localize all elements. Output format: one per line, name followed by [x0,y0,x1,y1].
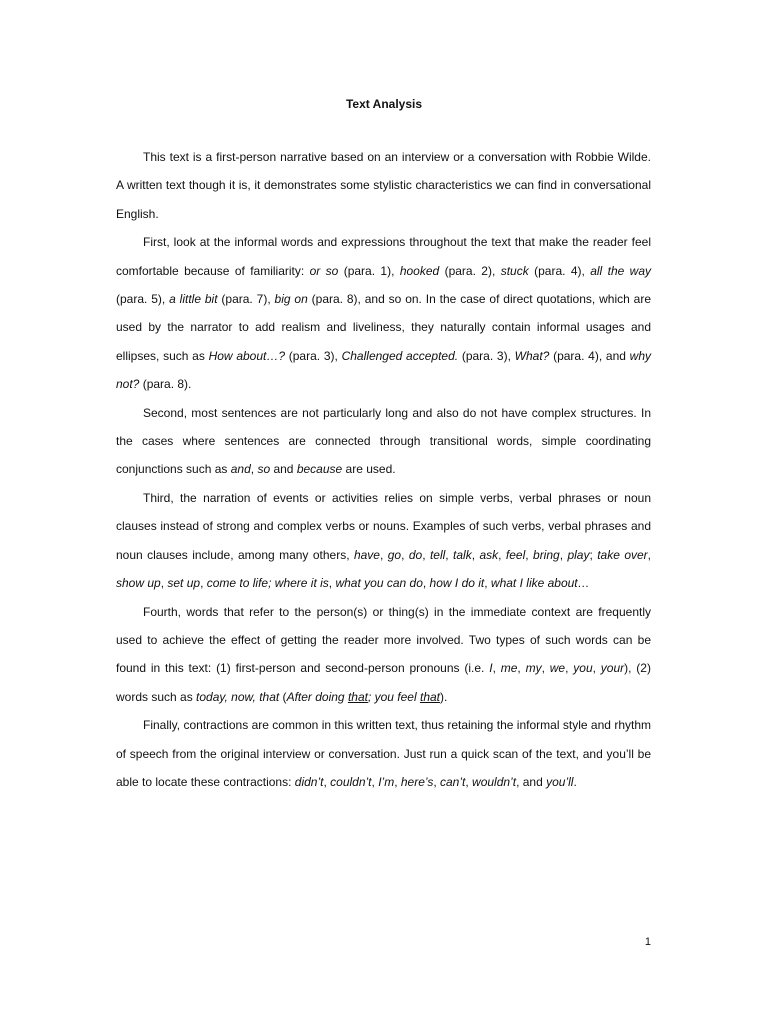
text-run: , [492,661,501,676]
text-run: (para. 3), [458,348,515,363]
italic-text-run: big on [274,292,308,307]
text-run: , and [516,774,547,789]
text-run: (para. 8), and so on. In the case of direct quotations, which are used by the narrator to add realism and liveliness, they naturally contain informal usages and ellipses, such as [116,292,651,363]
paragraph [116,228,651,398]
italic-text-run: why not? [116,348,651,392]
text-run: , [371,774,379,789]
text-run: . [573,774,577,789]
italic-text-run: you [573,661,593,676]
italic-text-run: here’s [400,774,434,789]
italic-text-run: After doing [286,689,348,704]
paragraph [116,143,651,228]
paragraph [116,399,651,484]
italic-text-run: What? [514,348,550,363]
italic-text-run: set up [167,576,201,591]
text-run: , [323,774,331,789]
italic-text-run: your [600,661,625,676]
text-run: Fourth, words that refer to the person(s) or thing(s) in the immediate context are frequently used to achieve the effect of getting the reader more involved. Two types of such words can be found in this text: (1) first-person and second-person pronouns (i.e. [116,604,651,676]
text-run: and [270,462,297,477]
paragraph [116,711,651,796]
italic-text-run: how I do it [429,576,485,591]
text-run: This text is a first-person narrative based on an interview or a conversation with Robbie Wilde. A written text though it is, it demonstrates some stylistic characteristics we can find in conversational English. [116,150,651,221]
italic-text-run: bring [533,547,560,562]
text-run: , [445,547,454,562]
text-run: , [525,547,534,562]
italic-text-run: Challenged accepted. [341,348,459,363]
text-run: (para. 4), and [549,348,630,363]
italic-text-run: How about…? [208,348,286,363]
page-number: 1 [644,936,651,948]
text-run: (para. 1), [338,263,400,278]
text-run: , [565,661,574,676]
text-run: Third, the narration of events or activities relies on simple verbs, verbal phrases or noun clauses instead of strong and complex verbs or nouns. Examples of such verbs, verbal phrases and noun clauses include, among many others, [116,490,651,562]
text-run: , [433,774,440,789]
document-body [116,143,651,796]
italic-text-run: I [489,661,493,676]
text-run: , [517,661,526,676]
italic-text-run: didn’t [294,774,324,789]
italic-text-run: come to life; where it is [206,576,329,591]
italic-text-run: ask [479,547,499,562]
italic-text-run: hooked [399,263,440,278]
text-run: ), (2) words such as [116,661,651,704]
text-run: ( [279,689,287,704]
italic-text-run: I’m [378,774,395,789]
italic-text-run: what I like about… [490,576,590,591]
text-run: Finally, contractions are common in this written text, thus retaining the informal style and rhythm of speech from the original interview or conversation. Just run a quick scan of the text, and you’ll be able to locate these contractions: [116,718,651,789]
italic-text-run: ; you feel [367,689,420,704]
page-title: Text Analysis [345,97,423,111]
text-run: , [592,661,601,676]
text-run: (para. 8). [139,377,192,392]
text-run: , [394,774,401,789]
italic-text-run: couldn’t [330,774,372,789]
italic-text-run: tell [429,547,446,562]
italic-text-run: do [408,547,423,562]
italic-text-run: a little bit [169,292,218,307]
italic-text-run: what you can do [335,576,423,591]
italic-text-run: all the way [590,263,652,278]
italic-text-run: feel [505,547,526,562]
text-run: , [465,774,473,789]
text-run: , [484,576,491,591]
text-run: , [401,547,409,562]
text-run: , [422,576,430,591]
italic-text-run: that [347,689,368,704]
italic-text-run: my [525,661,542,676]
italic-text-run: you’ll [546,774,574,789]
text-run: , [471,547,480,562]
italic-text-run: and [230,462,251,477]
italic-text-run: have [353,547,380,562]
text-run: First, look at the informal words and expressions throughout the text that make the reader feel comfortable because of familiarity: [116,235,651,278]
text-run: , [541,661,550,676]
italic-text-run: play [567,547,590,562]
italic-text-run: today, now, that [196,689,280,704]
text-run: (para. 7), [217,292,275,307]
text-run: , [498,547,506,562]
text-run: , [160,576,168,591]
italic-text-run: go [387,547,402,562]
text-run: are used. [342,462,396,477]
italic-text-run: or so [309,263,339,278]
text-run: (para. 3), [285,348,342,363]
italic-text-run: stuck [500,263,529,278]
paragraph [116,484,651,598]
text-run: , [250,462,258,477]
text-run: , [379,547,388,562]
text-run: ). [440,689,448,704]
italic-text-run: because [296,462,343,477]
italic-text-run: that [419,689,440,704]
text-run: ; [589,547,598,562]
italic-text-run: talk [453,547,472,562]
text-run: , [647,547,651,562]
italic-text-run: we [549,661,566,676]
text-run: , [200,576,207,591]
text-run: (para. 2), [439,263,501,278]
text-run: , [328,576,336,591]
text-run: Second, most sentences are not particularly long and also do not have complex structures. In the cases where sentences are connected through transitional words, simple coordinating conjunctions such as [116,405,651,477]
text-run: , [559,547,568,562]
paragraph [116,598,651,712]
text-run: (para. 4), [528,263,591,278]
text-run: (para. 5), [116,292,170,307]
italic-text-run: take over [597,547,648,562]
text-run: , [422,547,430,562]
italic-text-run: show up [116,576,161,591]
italic-text-run: can’t [440,774,466,789]
italic-text-run: me [500,661,518,676]
italic-text-run: so [257,462,271,477]
italic-text-run: wouldn’t [472,774,517,789]
